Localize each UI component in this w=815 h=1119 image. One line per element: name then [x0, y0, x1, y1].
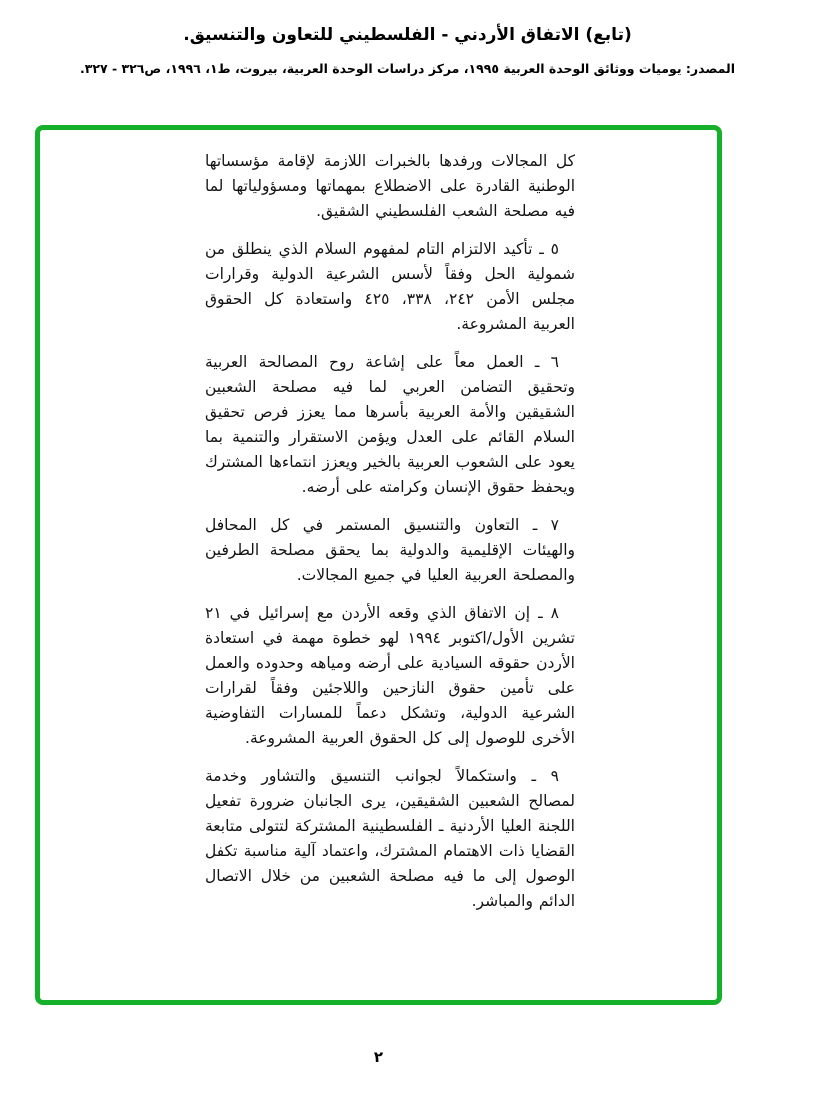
paragraph-item-6: ٦ ـ العمل معاً على إشاعة روح المصالحة العربية وتحقيق التضامن العربي لما فيه مصلحة الشعبين الشقيقين والأمة العربية بأسرها مما يعزز فرص تحقيق السلام القائم على العدل ويؤمن الاستقرار والتنمية بما يعود على الشعوب العربية بالخير ويعزز انتماءها المشترك ويحفظ حقوق الإنسان وكرامته على أرضه.: [205, 353, 575, 496]
page-number: ٢: [373, 1048, 384, 1066]
document-title: (تابع) الاتفاق الأردني - الفلسطيني للتعاون والتنسيق.: [183, 25, 632, 45]
document-body: [205, 149, 575, 914]
source-citation: المصدر: يوميات ووثائق الوحدة العربية ١٩٩٥، مركز دراسات الوحدة العربية، بيروت، ط١، ١٩٩٦، ص٣٢٦ - ٣٢٧.: [79, 61, 735, 76]
paragraph-item-8: ٨ ـ إن الاتفاق الذي وقعه الأردن مع إسرائيل في ٢١ تشرين الأول/اكتوبر ١٩٩٤ لهو خطوة مهمة في استعادة الأردن حقوقه السيادية على أرضه ومياهه وحدوده والعمل على تأمين حقوق النازحين واللاجئين وفقاً لقرارات الشرعية الدولية، وتشكل دعماً للمسارات التفاوضية الأخرى للوصول إلى كل الحقوق العربية المشروعة.: [205, 604, 575, 747]
paragraph-item-9: ٩ ـ واستكمالاً لجوانب التنسيق والتشاور وخدمة لمصالح الشعبين الشقيقين، يرى الجانبان ضرورة تفعيل اللجنة العليا الأردنية ـ الفلسطينية المشتركة لتتولى متابعة القضايا ذات الاهتمام المشترك، واعتماد آلية مناسبة تكفل الوصول إلى ما فيه مصلحة الشعبين من خلال الاتصال الدائم والمباشر.: [205, 767, 575, 910]
highlight-frame: [35, 125, 722, 1005]
paragraph-item-7: ٧ ـ التعاون والتنسيق المستمر في كل المحافل والهيئات الإقليمية والدولية بما يحقق مصلحة الطرفين والمصلحة العربية العليا في جميع المجالات.: [205, 516, 575, 584]
paragraph-item-5: ٥ ـ تأكيد الالتزام التام لمفهوم السلام الذي ينطلق من شمولية الحل وفقاً لأسس الشرعية الدولية وقرارات مجلس الأمن ٢٤٢، ٣٣٨، ٤٢٥ واستعادة كل الحقوق العربية المشروعة.: [205, 240, 575, 333]
paragraph-continuation: كل المجالات ورفدها بالخبرات اللازمة لإقامة مؤسساتها الوطنية القادرة على الاضطلاع بمهماتها ومسؤولياتها لما فيه مصلحة الشعب الفلسطيني الشقيق.: [205, 152, 575, 220]
